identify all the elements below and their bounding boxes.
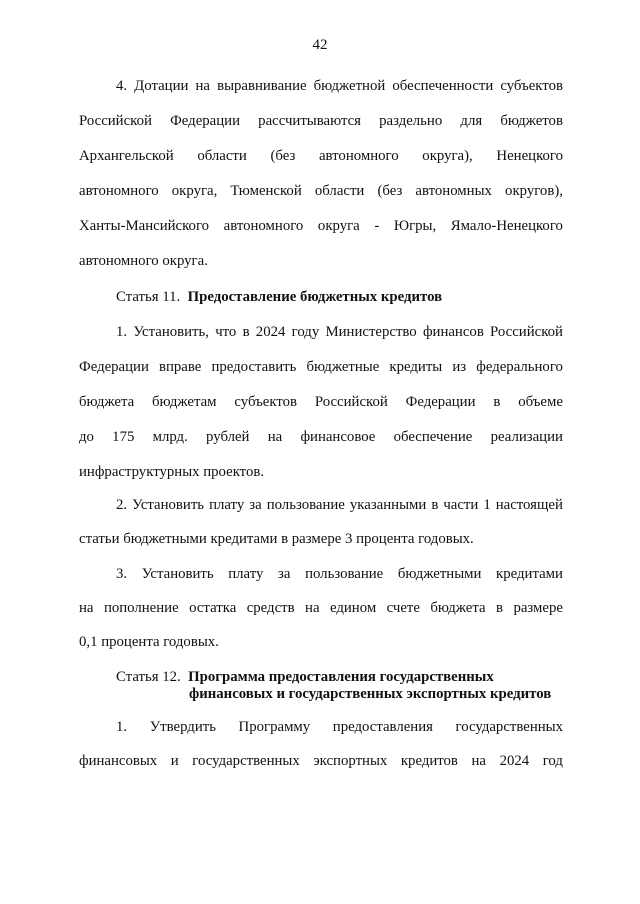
para1-line-2: Российской Федерации рассчитываются раздельно для бюджетов — [79, 113, 563, 129]
page-number: 42 — [312, 37, 328, 53]
article-12-title-line-2: финансовых и государственных экспортных кредитов — [189, 686, 552, 702]
article-11-label: Статья 11. — [116, 289, 181, 305]
article-12-label: Статья 12. — [116, 669, 181, 685]
para1-line-5: Ханты-Мансийского автономного округа - Югры, Ямало-Ненецкого — [79, 218, 563, 234]
para2-line-5: инфраструктурных проектов. — [79, 464, 265, 480]
para1-line-6: автономного округа. — [79, 253, 208, 269]
article-11-title: Предоставление бюджетных кредитов — [187, 289, 443, 305]
article-12-title-line-1: Программа предоставления государственных — [188, 669, 494, 685]
para2-line-3: бюджета бюджетам субъектов Российской Федерации в объеме — [79, 394, 563, 410]
para5-line-1: 1. Утвердить Программу предоставления государственных — [116, 719, 563, 735]
para1-line-4: автономного округа, Тюменской области (без автономных округов), — [79, 183, 563, 199]
para1-line-3: Архангельской области (без автономного округа), Ненецкого — [79, 148, 563, 164]
article-12-heading — [116, 668, 494, 686]
para3-line-2: статьи бюджетными кредитами в размере 3 процента годовых. — [79, 531, 474, 547]
para4-line-2: на пополнение остатка средств на едином счете бюджета в размере — [79, 600, 563, 616]
para2-line-2: Федерации вправе предоставить бюджетные кредиты из федерального — [79, 359, 563, 375]
para4-line-1: 3. Установить плату за пользование бюджетными кредитами — [116, 566, 563, 582]
para1-line-1: 4. Дотации на выравнивание бюджетной обеспеченности субъектов — [116, 78, 563, 94]
para2-line-4: до 175 млрд. рублей на финансовое обеспечение реализации — [79, 429, 563, 445]
article-11-heading — [116, 288, 442, 306]
para3-line-1: 2. Установить плату за пользование указанными в части 1 настоящей — [116, 497, 563, 513]
para5-line-2: финансовых и государственных экспортных кредитов на 2024 год — [79, 753, 563, 769]
para4-line-3: 0,1 процента годовых. — [79, 634, 219, 650]
para2-line-1: 1. Установить, что в 2024 году Министерство финансов Российской — [116, 324, 563, 340]
